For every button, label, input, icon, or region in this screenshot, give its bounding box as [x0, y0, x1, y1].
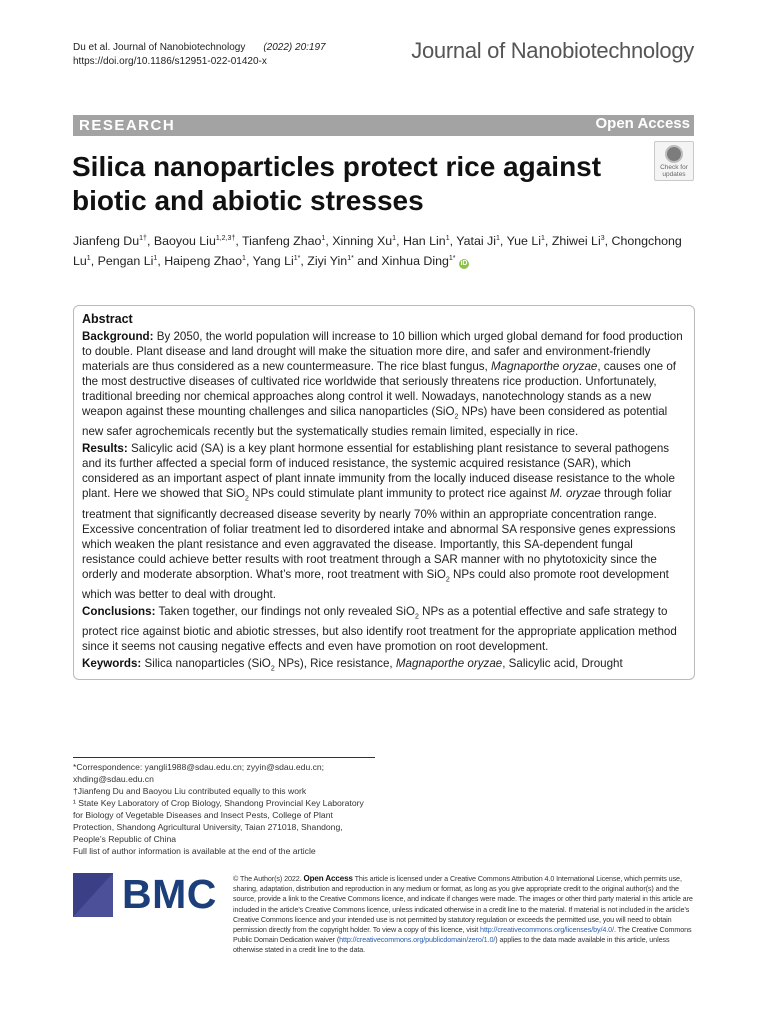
author-name: Yatai Ji$^1$: [456, 234, 500, 249]
check-updates-icon: [665, 145, 683, 163]
author-affiliation: 1†: [139, 235, 147, 242]
author-affiliation: 1: [445, 235, 450, 242]
bmc-logo: [73, 871, 217, 919]
author-name: Tianfeng Zhao$^1$: [241, 234, 326, 249]
citation-header: [73, 41, 326, 69]
author-name: Jianfeng $Du^{1\dagger}$: [73, 234, 147, 249]
public-domain-link[interactable]: http://creativecommons.org/publicdomain/zero/1.0/: [339, 935, 496, 945]
journal-name: Journal of Nanobiotechnology: [411, 38, 694, 63]
author-affiliation: 1: [541, 235, 545, 242]
abstract-box: [73, 305, 695, 680]
check-for-updates-badge[interactable]: [654, 141, 694, 181]
author-affiliation: 1*: [347, 255, 354, 263]
author-name: Pengan Li$^1$: [97, 254, 158, 269]
check-updates-label: Check for updates: [660, 164, 688, 178]
author-affiliation: 3: [600, 235, 605, 242]
footnotes: [73, 757, 375, 857]
author-affiliation: 1,2,3†: [215, 235, 236, 242]
author-info-note: Full list of author information is available at the end of the article: [73, 846, 316, 856]
bmc-mark-icon: [73, 873, 113, 917]
author-name: Xinhua Ding$^{1*}$: [381, 254, 456, 269]
author-name: Chongchong Lu$^1$: [73, 234, 682, 269]
author-affiliation: 1*: [448, 255, 456, 263]
section-label: RESEARCH: [79, 117, 176, 134]
abstract-conclusions: Conclusions: Taken together, our findings not only revealed SiO$_2$ NPs as a potential effective and safe strategy to protect rice against biotic and abiotic stresses, but also identify root treatment for the appropriate application method since it seems not causing negative effects and even have promotion on root development.: [82, 604, 677, 654]
author-name: Xinning Xu$^1$: [332, 234, 397, 249]
author-affiliation: 1: [153, 255, 158, 263]
section-banner: [73, 115, 694, 136]
license-link[interactable]: http://creativecommons.org/licenses/by/4.0/: [480, 925, 614, 935]
author-name: Han Lin$^1$: [402, 234, 450, 249]
author-name: Ziyi Yin$^{1*}$: [307, 254, 354, 269]
open-access-label: Open Access: [595, 115, 690, 132]
author-name: Haipeng Zhao$^1$: [164, 254, 246, 269]
author-affiliation: 1*: [293, 255, 301, 263]
license-statement: © The Author(s) 2022. Open Access This article is licensed under a Creative Commons Attribution 4.0 International License, which permits use, sharing, adaptation, distribution and reproduction in any medium or format, as long as you give appropriate credit to the original author(s) and the source, provide a link to the Creative Commons licence, and indicate if changes were made. The images or other third party material in this article are included in the article’s Creative Commons licence, unless indicated otherwise in a credit line to the material. If material is not included in the article’s Creative Commons licence and your intended use is not permitted by statutory regulation or exceeds the permitted use, you will need to obtain permission directly from the copyright holder. To view a copy of this licence, visit http://creativecommons.org/licenses/by/4.0/. The Creative Commons Public Domain Dedication waiver (http://creativecommons.org/publicdomain/zero/1.0/) applies to the data made available in this article, unless otherwise stated in a credit line to the data.: [233, 874, 693, 955]
equal-contribution-note: †Jianfeng Du and Baoyou Liu contributed equally to this work: [73, 786, 307, 796]
abstract-keywords: Keywords: Silica nanoparticles (SiO$_2$ NPs), Rice resistance, Magnaporthe oryzae, Salicylic acid, Drought: [82, 657, 623, 673]
citation-year: (2022) 20:197: [263, 42, 326, 53]
author-name: Yang $Li^{1*}$: [252, 254, 301, 269]
affiliation-note: ¹ State Key Laboratory of Crop Biology, Shandong Provincial Key Laboratory for Biology of Vegetable Diseases and Insect Pests, College of Plant Protection, Shandong Agricultural University, Taian 271018, Shandong, People’s Republic of China: [73, 798, 364, 844]
author-name: Zhiwei Li$^3$: [551, 234, 605, 249]
author-affiliation: 1: [321, 235, 326, 242]
abstract-results: Results: Salicylic acid (SA) is a key plant hormone essential for establishing plant resistance to several pathogens and its further affected a special form of induced resistance, the systemic acquired resistance (SAR), which considered as an important aspect of plant innate immunity from the locally induced disease resistance to the whole plant. Here we showed that SiO$_2$ NPs could stimulate plant immunity to protect rice against M. oryzae through foliar treatment that significantly decreased disease severity by nearly 70% within an appropriate concentration range. Excessive concentration of foliar treatment led to disordered intake and abnormal SA responsive genes expressions which weaken the plant resistance and even aggravated the disease. Importantly, this SA-dependent fungal resistance could achieve better results with root treatment through a SAR manner with no phytotoxicity since the orderly and moderate absorption. What’s more, root treatment with SiO$_2$ NPs could also promote root development which was better to deal with drought.: [82, 442, 676, 601]
bmc-logo-text: BMC: [122, 871, 217, 917]
author-name: Baoyou Liu$^{1,2,3\dagger}$: [153, 234, 236, 249]
author-affiliation: 1: [86, 255, 91, 263]
correspondence-note: *Correspondence: yangli1988@sdau.edu.cn; zyyin@sdau.edu.cn; xhding@sdau.edu.cn: [73, 762, 325, 784]
author-affiliation: 1: [242, 255, 246, 263]
abstract-background: Background: By 2050, the world population will increase to 10 billion which urged global demand for food production to double. Plant disease and land drought will make the situation more dire, and safer and environment-friendly materials are thus considered as a new countermeasure. The rice blast fungus, Magnaporthe oryzae, causes one of the most destructive diseases of cultivated rice worldwide that seriously threatens rice production. Unfortunately, traditional breeding nor chemical approaches along control it well. Nowadays, nanotechnology stands as a new weapon against these mounting challenges and silica nanoparticles (SiO$_2$ NPs) have been considered as potential new safer agrochemicals recently but the systematically studies remain limited, especially in rice.: [82, 330, 683, 439]
author-list: Jianfeng $Du^{1\dagger}$, Baoyou Liu$^{1,2,3\dagger}$, Tianfeng Zhao$^1$, Xinning Xu$^1$, Han Lin$^1$, Yatai Ji$^1$, Yue Li$^1$, Zhiwei Li$^3$, Chongchong Lu$^1$, Pengan Li$^1$, Haipeng Zhao$^1$, Yang $Li^{1*}$, Ziyi Yin$^{1*}$ and Xinhua Ding$^{1*}$ iD: [73, 234, 682, 269]
citation-text: Du et al. Journal of Nanobiotechnology: [73, 42, 246, 53]
author-affiliation: 1: [392, 235, 397, 242]
orcid-icon[interactable]: iD: [460, 260, 468, 268]
abstract-heading: Abstract: [82, 312, 133, 326]
author-affiliation: 1: [495, 235, 500, 242]
doi-link[interactable]: https://doi.org/10.1186/s12951-022-01420-x: [73, 56, 267, 67]
author-name: Yue Li$^1$: [506, 234, 545, 249]
article-title: Silica nanoparticles protect rice against biotic and abiotic stresses: [72, 151, 602, 216]
